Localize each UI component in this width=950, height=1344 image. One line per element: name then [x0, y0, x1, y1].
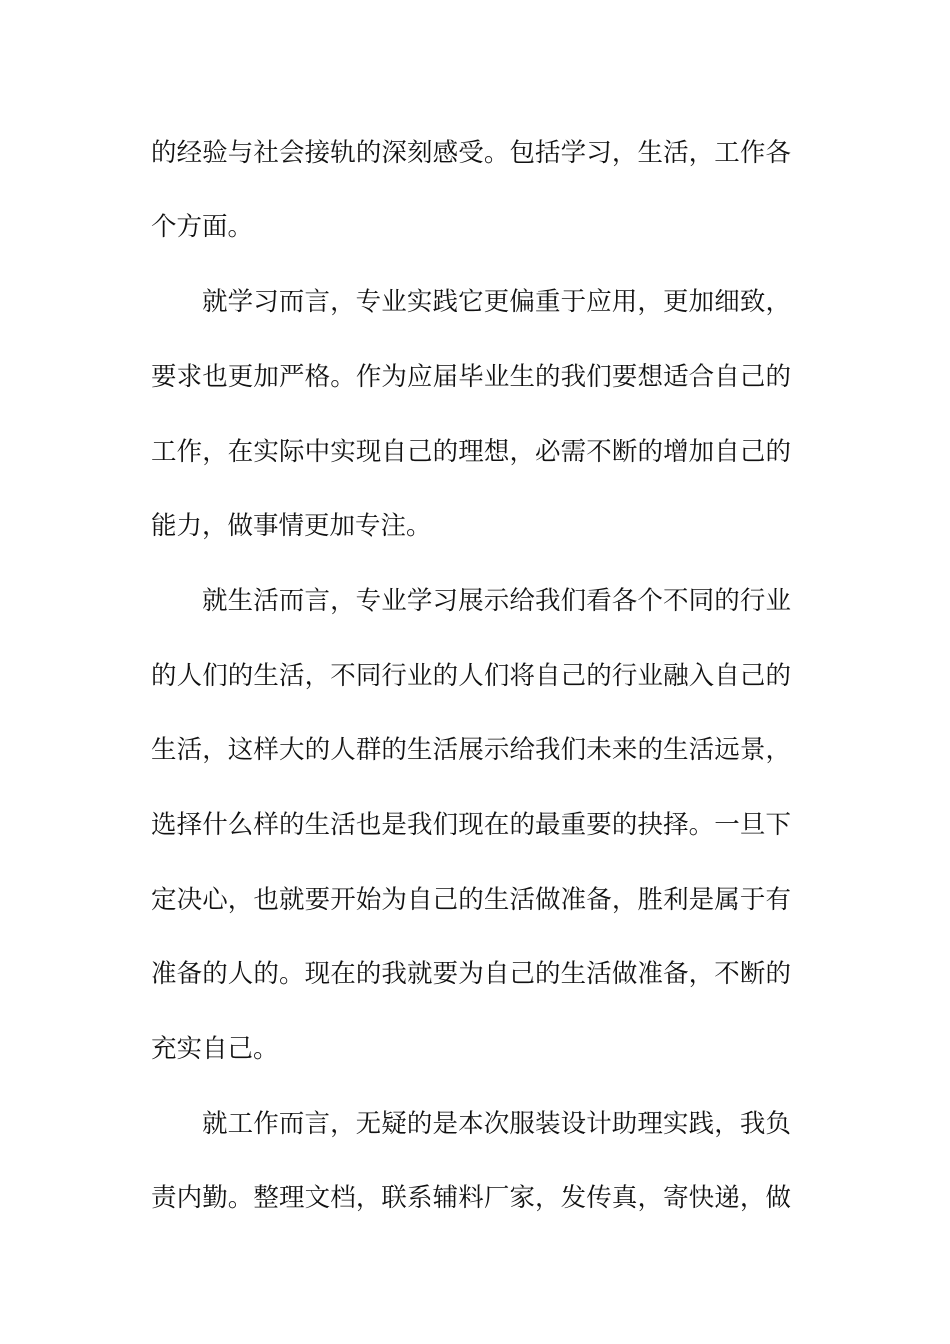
text-line: 责内勤。整理文档，联系辅料厂家，发传真，寄快递，做 — [151, 1183, 791, 1213]
text-line: 生活，这样大的人群的生活展示给我们未来的生活远景， — [151, 735, 791, 765]
text-line: 的人们的生活，不同行业的人们将自己的行业融入自己的 — [151, 661, 791, 691]
text-line: 的经验与社会接轨的深刻感受。包括学习，生活，工作各 — [151, 138, 791, 168]
paragraph-start-line: 就工作而言，无疑的是本次服装设计助理实践，我负 — [202, 1109, 791, 1139]
text-line: 个方面。 — [151, 212, 254, 242]
paragraph-start-line: 就学习而言，专业实践它更偏重于应用，更加细致， — [202, 287, 791, 317]
text-line: 能力，做事情更加专注。 — [151, 511, 432, 541]
text-line: 充实自己。 — [151, 1034, 279, 1064]
text-line: 准备的人的。现在的我就要为自己的生活做准备，不断的 — [151, 959, 791, 989]
text-line: 工作，在实际中实现自己的理想，必需不断的增加自己的 — [151, 437, 791, 467]
paragraph-start-line: 就生活而言，专业学习展示给我们看各个不同的行业 — [202, 586, 791, 616]
text-line: 选择什么样的生活也是我们现在的最重要的抉择。一旦下 — [151, 810, 791, 840]
text-line: 定决心，也就要开始为自己的生活做准备，胜利是属于有 — [151, 885, 791, 915]
text-line: 要求也更加严格。作为应届毕业生的我们要想适合自己的 — [151, 362, 791, 392]
